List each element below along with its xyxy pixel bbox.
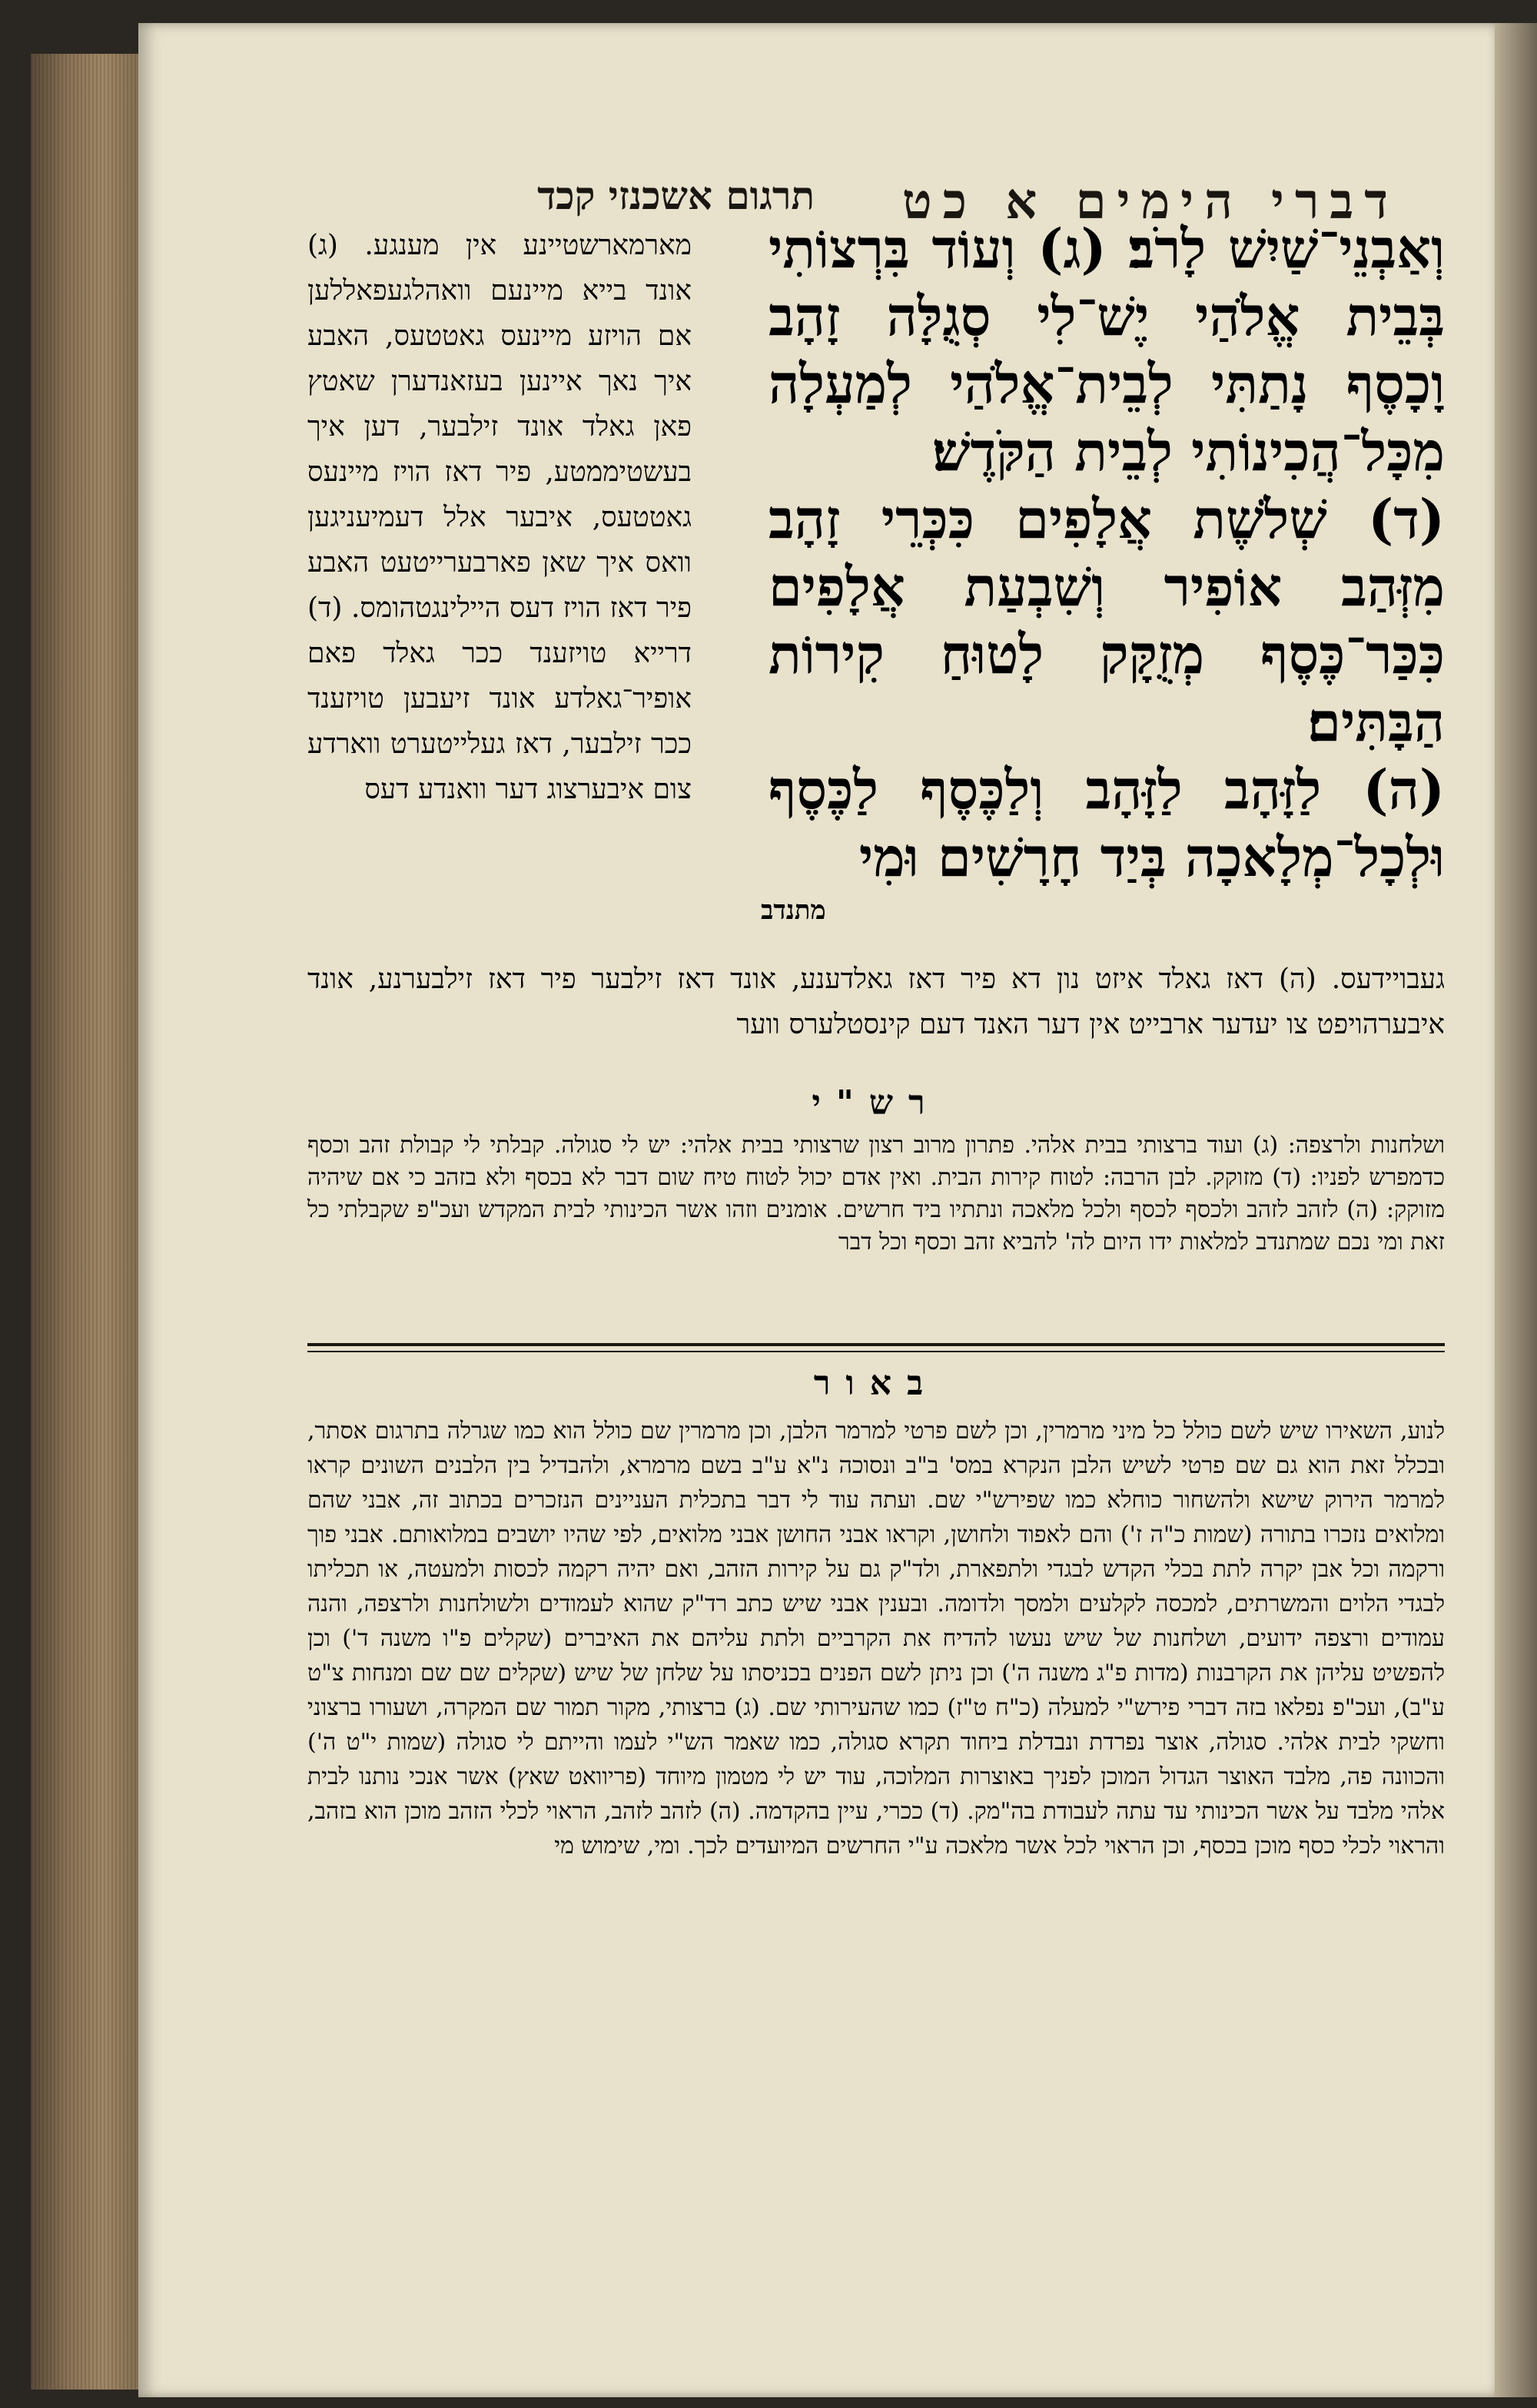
biur-title: באור [813, 1364, 939, 1403]
main-scripture-text [768, 215, 1445, 891]
rashi-text: ושלחנות ולרצפה: (ג) ועוד ברצותי בבית אלהי. פתרון מרוב רצון שרצותי בבית אלהי: יש לי סגולה. קבלתי לי קבולת זהב וכסף כדמפרש לפניו: (ד) מזוקק. לבן הרבה: לטוח קירות הבית. ואין אדם יכול לטוח טיח שום דבר לא בכסף ולא בזהב כי אם שיהיה מזוקק: (ה) לזהב לזהב ולכסף לכסף ולכל מלאכה ונתתיו ביד חרשים. אומנים וזהו אשר הכינותי לבית המקדש ועכ"פ שקבלתי כל זאת ומי נכם שמתנדב למלאות ידו היום לה' להביא זהב וכסף וכל דבר [307, 1132, 1445, 1255]
catch-word: מתנדב [761, 895, 826, 926]
targum-continuation-text: געבויידעס. (ה) דאז גאלד איזט נון דא פיר דאז גאלדענע, אונד דאז זילבער פיר דאז זילבערנע, אונד איבערהויפט צו יעדער ארבייט אין דער האנד דעם קינסטלערס ווער [307, 964, 1445, 1040]
rashi-commentary [307, 1129, 1445, 1259]
targum-header: תרגום אשכנזי קכד [537, 173, 815, 218]
section-divider-thin [307, 1351, 1445, 1352]
book-binding [1495, 23, 1537, 2397]
book-page-edges [31, 54, 154, 2390]
targum-column-text: מארמארשטיינע אין מענגע. (ג) אונד בייא מיינעם וואהלגעפאללען אם הויזע מיינעס גאטטעס, האבע איך נאך איינען בעזאנדערן שאטץ פאן גאלד אונד זילבער, דען איך בעשטיממטע, פיר דאז הויז מיינעס גאטטעס, איבער אלל דעמיעניגען וואס איך שאן פארבערייטעט האבע פיר דאז הויז דעס היילינגטהומס. (ד) דרייא טויזענד ככר גאלד פאם אופיר־גאלדע אונד זיעבען טויזענד ככר זילבער, דאז געלייטערט ווארדע צום איבערצוג דער וואנדע דעס [307, 230, 692, 805]
scripture-paragraph: (ה) לַזָּהָב לַזָּהָב וְלַכֶּסֶף לַכֶּסֶף וּלְכָל־מְלָאכָה בְּיַד חָרָשִׁים וּמִי [768, 758, 1445, 889]
biur-text: לנוע, השאירו שיש לשם כולל כל מיני מרמרין, וכן לשם פרטי למרמר הלבן, וכן מרמרין שם כולל הוא כמו שגרלה בתרגום אסתר, ובכלל זאת הוא גם שם פרטי לשיש הלבן הנקרא במס' ב"ב ונסוכה נ"א ע"ב בשם מרמרא, ולהבדיל בין הלבנים השונים קראו למרמר הירוק שישא ולהשחור כוחלא כמו שפירש"י שם. ועתה עוד לי דבר בתכלית העניינים הנזכרים בכתוב זה, אבני שהם ומלואים נזכרו בתורה (שמות כ"ה ז') והם לאפוד ולחושן, וקראו אבני החושן אבני מלואים, לפי שהיו יושבים במלואותם. אבני פוך ורקמה וכל אבן יקרה לתת בכלי הקדש לבגדי ולתפארת, ולד"ק גם על קירות הזהב, ואם יהיה רקמה לכסות ולמעטה, או תכליתו לבגדי הלוים והמשרתים, למכסה לקלעים ולמסך ולדומה. ובענין אבני שיש כתב רד"ק שהוא לעמודים ולשולחנות ולרצפה, והנה עמודים ורצפה ידועים, ושלחנות של שיש נעשו להדיח את הקרביים ולתת עליהם את האיברים (שקלים פ"ו משנה ד') וכן להפשיט עליהן את הקרבנות (מדות פ"ג משנה ה') וכן ניתן לשם הפנים בכניסתו על שלחן של שיש (שקלים שם שם ומנחות צ"ט ע"ב), ועכ"פ נפלאו בזה דברי פירש"י למעלה (כ"ח ט"ז) כמו שהעירותי שם. (ג) ברצותי, מקור תמור שם המקרה, ושעורו ברצוני וחשקי לבית אלהי. סגולה, אוצר נפרדת ונבדלת ביחוד תקרא סגולה, כמו שאמר הש"י לעמו והייתם לי סגולה (שמות י"ט ה') והכוונה פה, מלבד האוצר הגדול המוכן לפניך באוצרות המלוכה, עוד יש לי מטמון מיוחד (פריוואט שאץ) אשר אנכי נותנו לבית אלהי מלבד על אשר הכינותי עד עתה לעבודת בה"מק. (ד) ככרי, עיין בהקדמה. (ה) לזהב לזהב, הראוי לכלי הזהב מוכן הוא בזהב, והראוי לכלי כסף מוכן בכסף, וכן הראוי לכל אשר מלאכה ע"י החרשים המיועדים לכך. ומי, שימוש מי [307, 1418, 1445, 1859]
scripture-paragraph: וְאַבְנֵי־שַׁיִשׁ לָרֹב׃ (ג) וְעוֹד בִּרְצוֹתִי בְּבֵית אֱלֹהַי יֶשׁ־לִי סְגֻלָּה זָהָב וָכָסֶף נָתַתִּי לְבֵית־אֱלֹהַי לְמַעְלָה מִכָּל־הֲכִינוֹתִי לְבֵית הַקֹּדֶשׁ׃ [768, 217, 1445, 483]
page-header-title: דברי הימים א כט [902, 173, 1399, 231]
biur-commentary [307, 1414, 1445, 1863]
section-divider [307, 1343, 1445, 1346]
targum-column [307, 223, 692, 812]
scripture-paragraph: (ד) שְׁלֹשֶׁת אֲלָפִים כִּכְּרֵי זָהָב מִזְּהַב אוֹפִיר וְשִׁבְעַת אֲלָפִים כִּכַּר־כֶּסֶף מְזֻקָּק לָטוּחַ קִירוֹת הַבָּתִּים׃ [768, 487, 1445, 754]
targum-continuation [307, 957, 1445, 1047]
rashi-title: רש"י [812, 1083, 941, 1123]
